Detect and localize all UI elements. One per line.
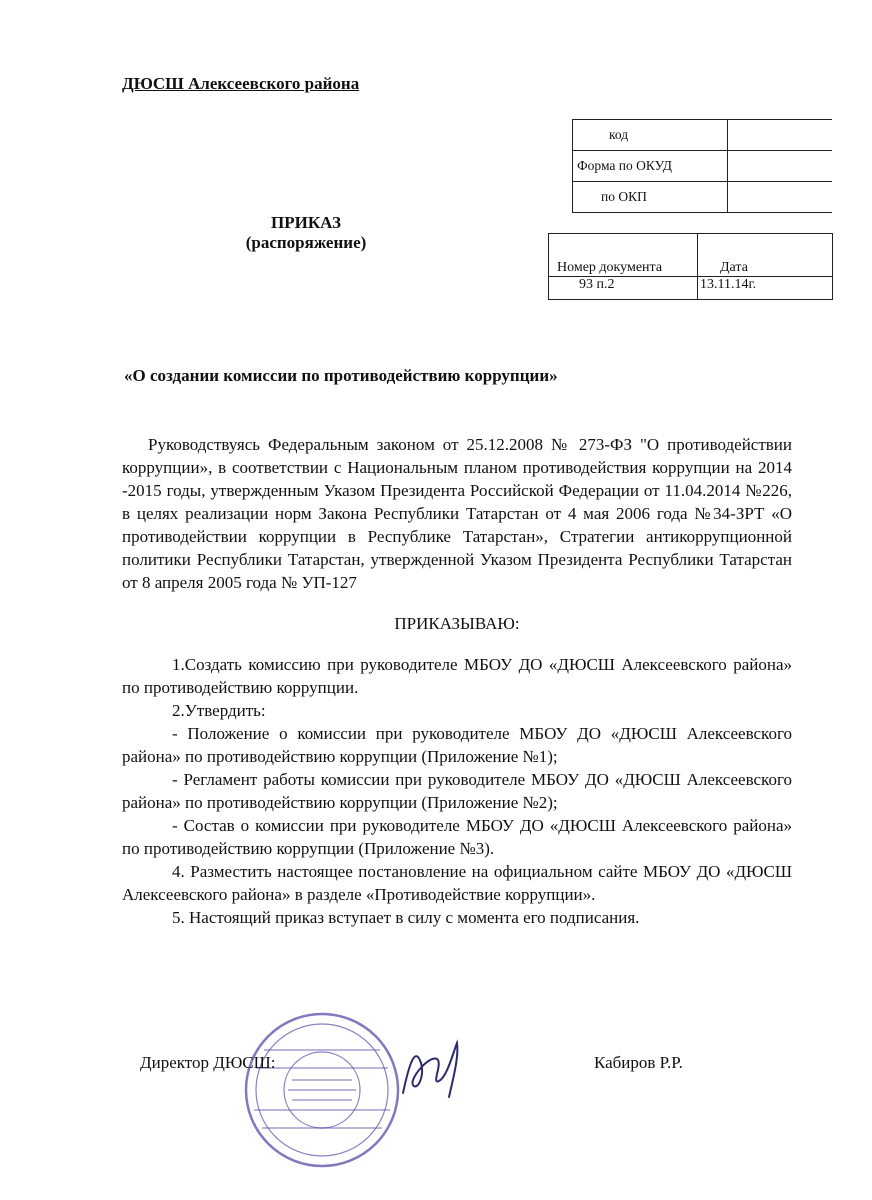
doc-date-header: Дата — [698, 234, 833, 277]
code-row — [573, 120, 833, 151]
order-item: 2.Утвердить: — [172, 701, 266, 720]
doc-number-value: 93 п.2 — [549, 277, 698, 300]
okud-label: Форма по ОКУД — [573, 151, 728, 182]
doc-date-value: 13.11.14г. — [698, 277, 833, 300]
doc-header-row — [549, 234, 833, 277]
order-item: - Состав о комиссии при руководителе МБОУ ДО «ДЮСШ Алексеевского района» по противодействию коррупции (Приложение №3). — [122, 816, 792, 858]
code-table — [572, 119, 832, 213]
doc-number-header: Номер документа — [549, 234, 698, 277]
code-label: код — [573, 120, 728, 151]
code-row — [573, 151, 833, 182]
order-subject: «О создании комиссии по противодействию коррупции» — [124, 366, 558, 385]
title-main: ПРИКАЗ — [271, 213, 341, 232]
handwritten-signature — [395, 1035, 475, 1105]
okp-label: по ОКП — [573, 182, 728, 213]
title-sub: (распоряжение) — [245, 233, 367, 252]
order-item: - Регламент работы комиссии при руководителе МБОУ ДО «ДЮСШ Алексеевского района» по противодействию коррупции (Приложение №2); — [122, 770, 792, 812]
order-item: 1.Создать комиссию при руководителе МБОУ ДО «ДЮСШ Алексеевского района» по противодействию коррупции. — [122, 655, 792, 697]
order-item: 5. Настоящий приказ вступает в силу с момента его подписания. — [172, 908, 640, 927]
doc-value-row — [549, 277, 833, 300]
signatory-position: Директор ДЮСШ: — [140, 1053, 276, 1072]
okud-value — [728, 151, 833, 182]
organization-name: ДЮСШ Алексеевского района — [122, 74, 360, 93]
signatory-name: Кабиров Р.Р. — [594, 1053, 683, 1072]
code-value — [728, 120, 833, 151]
code-row — [573, 182, 833, 213]
order-body — [122, 433, 792, 929]
okp-value — [728, 182, 833, 213]
order-item: 4. Разместить настоящее постановление на официальном сайте МБОУ ДО «ДЮСШ Алексеевского района» в разделе «Противодействие коррупции». — [122, 862, 792, 904]
order-item: - Положение о комиссии при руководителе МБОУ ДО «ДЮСШ Алексеевского района» по противодействию коррупции (Приложение №1); — [122, 724, 792, 766]
order-word: ПРИКАЗЫВАЮ: — [394, 614, 520, 633]
document-title — [206, 213, 406, 253]
preamble-paragraph: Руководствуясь Федеральным законом от 25.12.2008 № 273-ФЗ "О противодействии коррупции», в соответствии с Национальным планом противодействия коррупции на 2014 -2015 годы, утвержденным Указом Президента Российской Федерации от 11.04.2014 №226, в целях реализации норм Закона Республики Татарстан от 4 мая 2006 года №34-ЗРТ «О противодействии коррупции в Республике Татарстан», Стратегии антикоррупционной политики Республики Татарстан, утвержденной Указом Президента Республики Татарстан от 8 апреля 2005 года № УП-127 — [122, 435, 792, 592]
document-number-table — [548, 233, 833, 300]
official-stamp — [242, 1010, 402, 1170]
